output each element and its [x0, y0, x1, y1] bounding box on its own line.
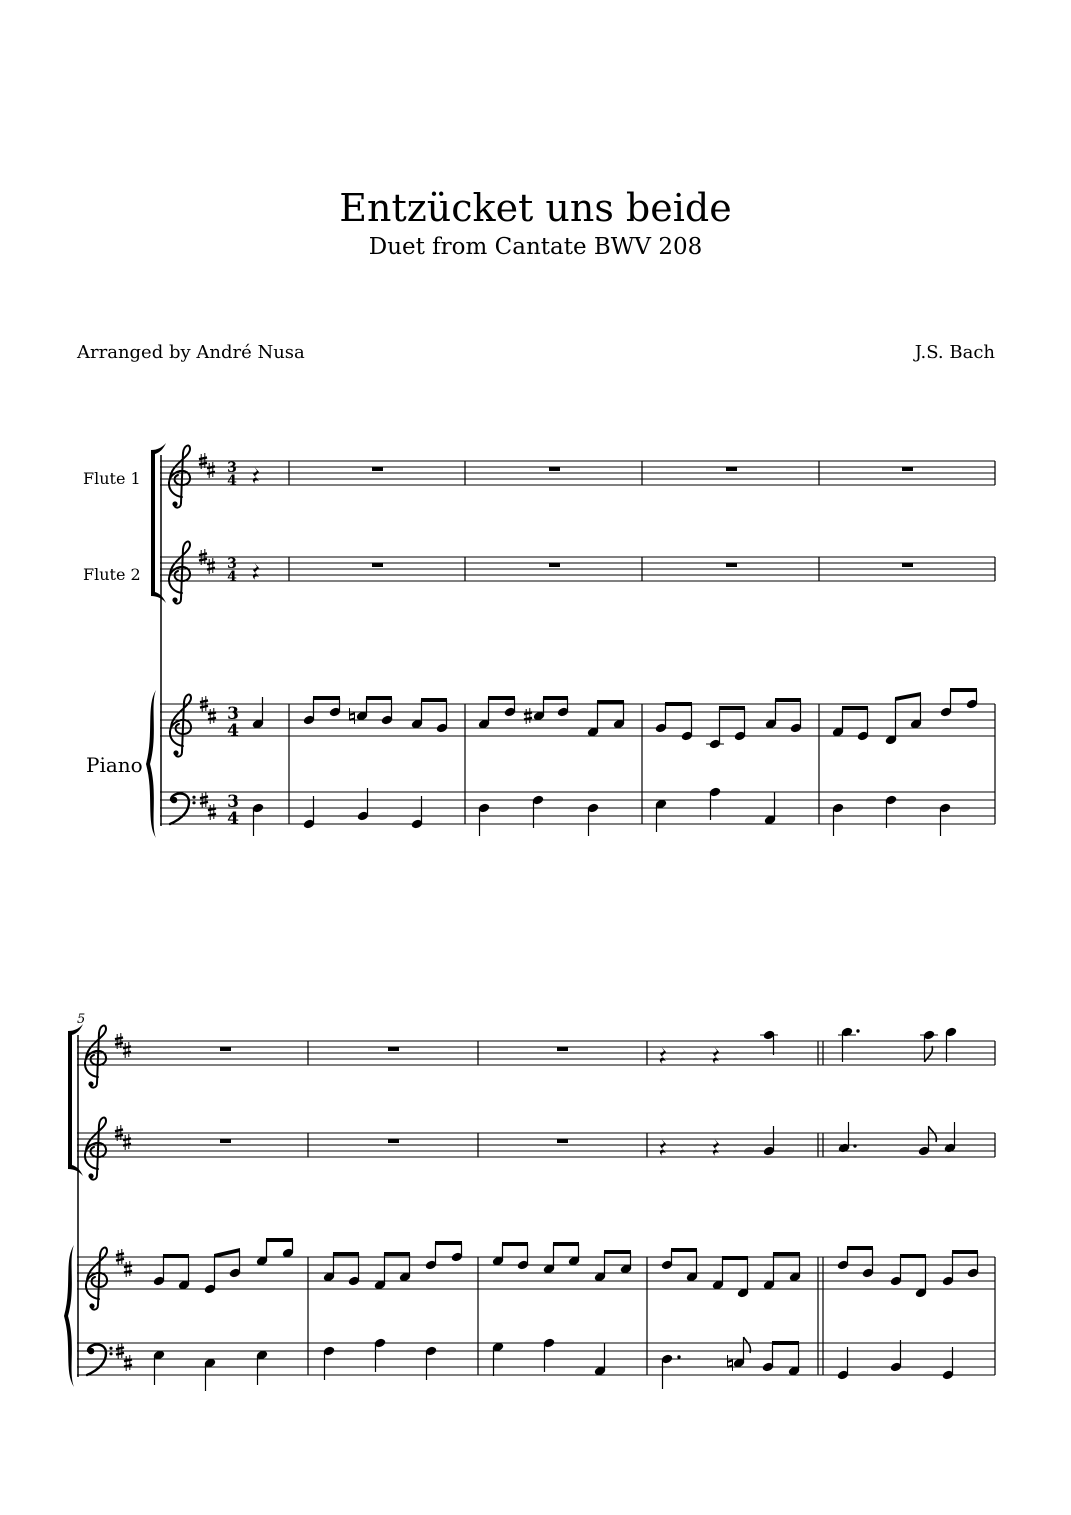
staff-piano-bass [160, 792, 995, 824]
treble-clef-icon [169, 542, 190, 604]
system-2 [64, 1012, 995, 1391]
treble-clef-icon [85, 1118, 106, 1180]
key-signature [199, 453, 216, 820]
svg-text:4: 4 [227, 809, 239, 829]
piano-lh-notes [252, 786, 952, 836]
svg-text:4: 4 [227, 569, 237, 585]
svg-text:3: 3 [227, 556, 237, 572]
piano-lh-notes [153, 1337, 955, 1391]
staff-flute-2 [77, 1133, 995, 1157]
instrument-name-piano: Piano [86, 753, 143, 777]
system-1 [83, 443, 995, 838]
treble-clef-icon [85, 1026, 106, 1088]
measure-number: 5 [77, 1012, 86, 1027]
score-title: Entzücket uns beide [339, 186, 732, 230]
bass-clef-icon [87, 1345, 113, 1376]
instrument-name-flute-2: Flute 2 [83, 565, 141, 584]
svg-text:4: 4 [227, 721, 239, 741]
arranger-credit: Arranged by André Nusa [77, 342, 305, 363]
piano-brace [146, 690, 156, 838]
staff-piano-treble [160, 704, 995, 736]
key-signature [115, 1033, 132, 1371]
staff-flute-1 [160, 461, 995, 485]
svg-text:3: 3 [227, 792, 239, 812]
staff-piano-bass [77, 1343, 995, 1375]
svg-text:3: 3 [227, 460, 237, 476]
treble-clef-icon [169, 446, 190, 508]
flute1-notes [660, 1026, 958, 1064]
piano-rh-notes [252, 688, 979, 750]
instrument-name-flute-1: Flute 1 [83, 469, 141, 488]
score-subtitle: Duet from Cantate BWV 208 [368, 234, 703, 260]
svg-text:4: 4 [227, 473, 237, 489]
staff-flute-1 [77, 1041, 995, 1065]
piano-brace [64, 1245, 74, 1387]
composer-credit: J.S. Bach [914, 342, 995, 363]
svg-text:3: 3 [227, 704, 239, 724]
time-signature [227, 460, 239, 829]
staff-flute-2 [160, 557, 995, 581]
bass-clef-icon [170, 794, 196, 825]
